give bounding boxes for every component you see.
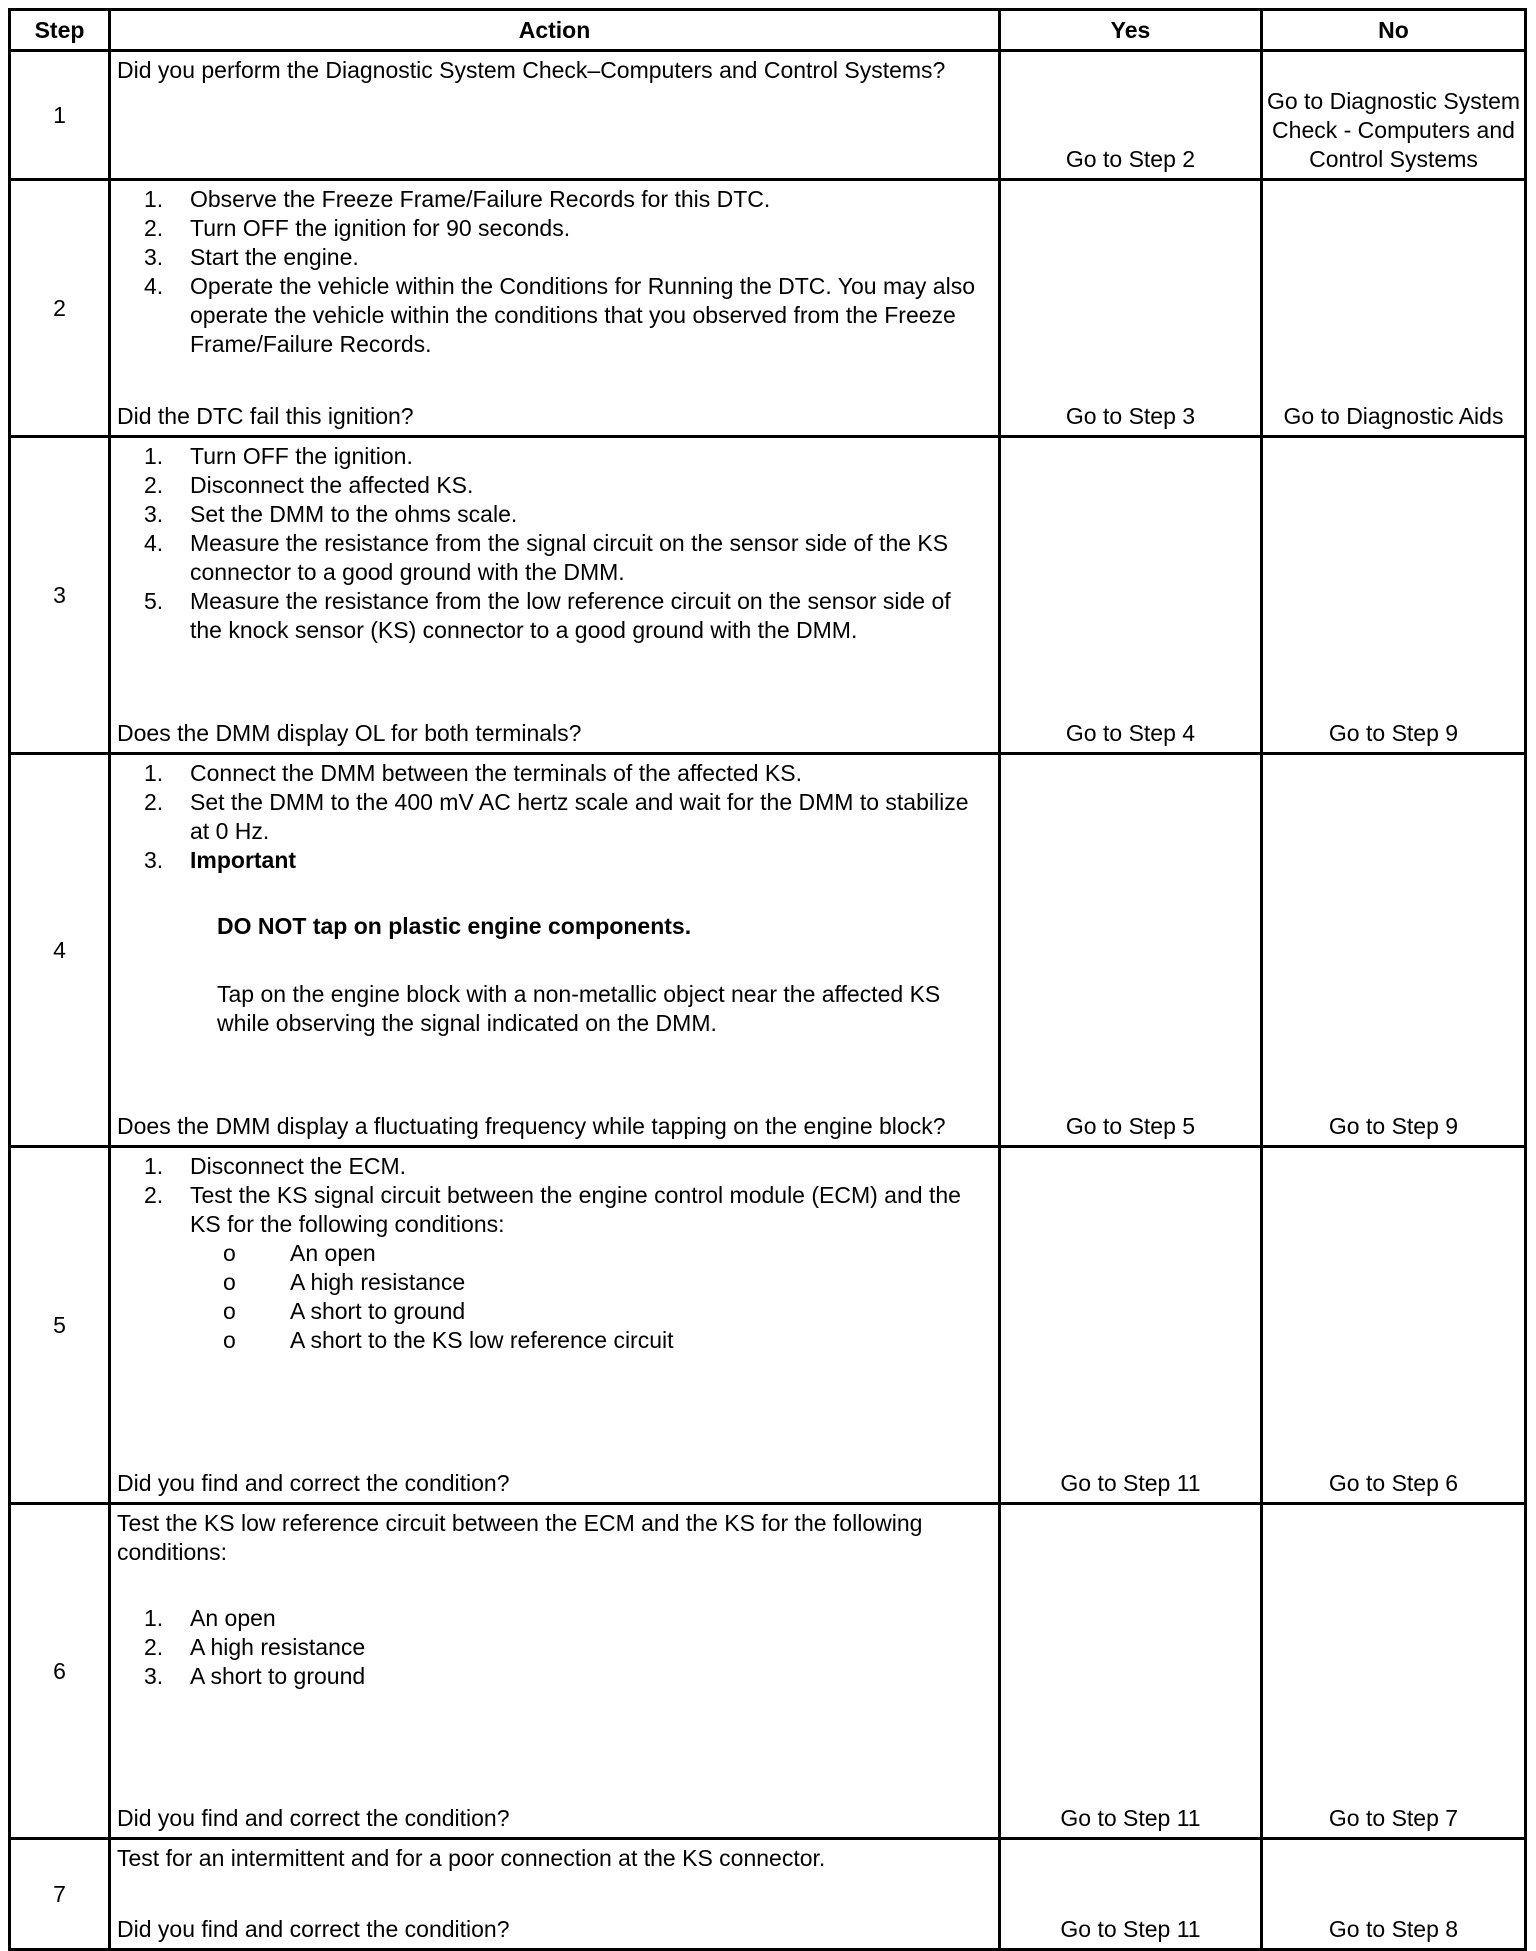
header-step: Step	[10, 10, 110, 51]
list-item: o A short to the KS low reference circuit	[223, 1327, 674, 1353]
step-number: 7	[10, 1839, 110, 1950]
action-cell	[110, 180, 1000, 437]
condition-list	[117, 1239, 988, 1355]
list-item: 1. An open	[144, 1605, 276, 1631]
list-item: 2. Test the KS signal circuit between the engine control module (ECM) and the KS for the following conditions:	[144, 1182, 961, 1237]
list-item: 4. Operate the vehicle within the Conditions for Running the DTC. You may also operate the vehicle within the conditions that you observed from the Freeze Frame/Failure Records.	[144, 273, 975, 357]
table-row-step-7	[10, 1839, 1526, 1950]
list-item: 4. Measure the resistance from the signal circuit on the sensor side of the KS connector to a good ground with the DMM.	[144, 530, 949, 585]
no-cell: Go to Diagnostic Aids	[1262, 180, 1526, 437]
step-number: 3	[10, 437, 110, 754]
list-item: 3. A short to ground	[144, 1663, 366, 1689]
no-cell: Go to Step 8	[1262, 1839, 1526, 1950]
list-item: 2. Set the DMM to the 400 mV AC hertz scale and wait for the DMM to stabilize at 0 Hz.	[144, 789, 969, 844]
yes-cell: Go to Step 11	[1000, 1147, 1262, 1504]
list-item: 5. Measure the resistance from the low reference circuit on the sensor side of the knock sensor (KS) connector to a good ground with the DMM.	[144, 588, 951, 643]
list-item: o A short to ground	[223, 1298, 466, 1324]
action-question: Did you find and correct the condition?	[117, 1805, 510, 1831]
table-row-step-1	[10, 51, 1526, 180]
action-list	[117, 185, 988, 359]
yes-cell: Go to Step 11	[1000, 1504, 1262, 1839]
action-cell	[110, 51, 1000, 180]
action-cell	[110, 1147, 1000, 1504]
no-cell: Go to Step 9	[1262, 754, 1526, 1147]
yes-cell: Go to Step 3	[1000, 180, 1262, 437]
header-action: Action	[110, 10, 1000, 51]
list-item: 2. Disconnect the affected KS.	[144, 472, 474, 498]
action-cell	[110, 754, 1000, 1147]
diagnostic-table	[8, 8, 1527, 1951]
no-cell: Go to Step 9	[1262, 437, 1526, 754]
action-list	[117, 1604, 988, 1691]
header-no: No	[1262, 10, 1526, 51]
step-number: 4	[10, 754, 110, 1147]
header-yes: Yes	[1000, 10, 1262, 51]
yes-cell: Go to Step 5	[1000, 754, 1262, 1147]
step-number: 1	[10, 51, 110, 180]
important-note: DO NOT tap on plastic engine components.	[217, 913, 692, 939]
header-row	[10, 10, 1526, 51]
action-question: Did you find and correct the condition?	[117, 1916, 510, 1942]
action-question: Did you find and correct the condition?	[117, 1470, 510, 1496]
action-question: Did you perform the Diagnostic System Check–Computers and Control Systems?	[117, 57, 946, 83]
table-row-step-5	[10, 1147, 1526, 1504]
table-row-step-4	[10, 754, 1526, 1147]
list-item: 1. Disconnect the ECM.	[144, 1153, 407, 1179]
action-list	[117, 442, 988, 645]
list-item: 1. Turn OFF the ignition.	[144, 443, 413, 469]
action-question: Did the DTC fail this ignition?	[117, 403, 414, 429]
action-cell	[110, 1839, 1000, 1950]
list-item: 3. Start the engine.	[144, 244, 359, 270]
action-intro: Test the KS low reference circuit between the ECM and the KS for the following conditions:	[117, 1510, 923, 1565]
list-item: 3. Set the DMM to the ohms scale.	[144, 501, 518, 527]
list-item: 1. Connect the DMM between the terminals of the affected KS.	[144, 760, 802, 786]
list-item: 1. Observe the Freeze Frame/Failure Records for this DTC.	[144, 186, 771, 212]
table-row-step-6	[10, 1504, 1526, 1839]
action-list	[117, 759, 988, 875]
action-intro: Test for an intermittent and for a poor connection at the KS connector.	[117, 1845, 826, 1871]
list-item: o A high resistance	[223, 1269, 466, 1295]
list-item: o An open	[223, 1240, 376, 1266]
step-number: 5	[10, 1147, 110, 1504]
action-cell	[110, 1504, 1000, 1839]
action-list	[117, 1152, 988, 1239]
no-cell: Go to Step 6	[1262, 1147, 1526, 1504]
action-question: Does the DMM display a fluctuating frequency while tapping on the engine block?	[117, 1113, 946, 1139]
list-item: 3. Important	[144, 847, 297, 873]
no-cell: Go to Diagnostic System Check - Computers and Control Systems	[1262, 51, 1526, 180]
no-cell: Go to Step 7	[1262, 1504, 1526, 1839]
list-item: 2. Turn OFF the ignition for 90 seconds.	[144, 215, 571, 241]
table-row-step-2	[10, 180, 1526, 437]
important-text: Tap on the engine block with a non-metallic object near the affected KS while observing the signal indicated on the DMM.	[217, 981, 941, 1036]
action-question: Does the DMM display OL for both terminals?	[117, 720, 582, 746]
step-number: 6	[10, 1504, 110, 1839]
yes-cell: Go to Step 11	[1000, 1839, 1262, 1950]
list-item: 2. A high resistance	[144, 1634, 366, 1660]
action-cell	[110, 437, 1000, 754]
yes-cell: Go to Step 2	[1000, 51, 1262, 180]
table-row-step-3	[10, 437, 1526, 754]
yes-cell: Go to Step 4	[1000, 437, 1262, 754]
step-number: 2	[10, 180, 110, 437]
